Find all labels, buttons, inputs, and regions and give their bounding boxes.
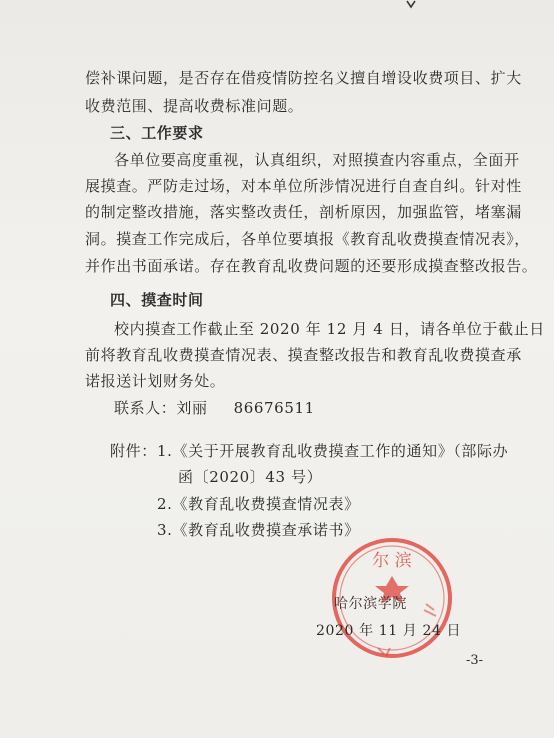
body-line: 展摸查。严防走过场，对本单位所涉情况进行自查自纠。针对性 [85,177,522,195]
body-line: 的制定整改措施，落实整改责任，剖析原因，加强监管，堵塞漏 [85,203,522,221]
contact-label: 联系人：刘丽 [114,399,208,417]
seal-text: 尔 滨 [372,551,412,571]
attachment-item-1: 1.《关于开展教育乱收费摸查工作的通知》（部际办 [157,442,509,460]
body-line: 诺报送计划财务处。 [85,372,226,390]
page-number: -3- [466,653,484,668]
body-line: 校内摸查工作截止至 2020 年 12 月 4 日，请各单位于截止日 [114,320,545,338]
contact-line [114,398,315,418]
attachments-label: 附件： [110,442,157,460]
signing-date: 2020 年 11 月 24 日 [316,623,462,639]
section-heading-requirements: 三、工作要求 [110,124,204,142]
body-line: 收费范围、提高收费标准问题。 [85,97,304,115]
body-line: 偿补课问题，是否存在借疫情防控名义擅自增设收费项目、扩大 [85,69,522,87]
signing-organization: 哈尔滨学院 [334,596,407,612]
staple-mark [404,0,418,10]
contact-phone: 86676511 [233,399,315,417]
body-line: 各单位要高度重视，认真组织，对照摸查内容重点，全面开 [114,151,520,169]
section-heading-time: 四、摸查时间 [110,291,204,309]
body-line: 前将教育乱收费摸查情况表、摸查整改报告和教育乱收费摸查承 [85,346,522,364]
body-line: 并作出书面承诺。存在教育乱收费问题的还要形成摸查整改报告。 [85,257,538,275]
attachment-item-3: 3.《教育乱收费摸查承诺书》 [157,521,360,539]
attachment-item-1-continued: 函〔2020〕43 号） [178,468,323,486]
attachment-item-2: 2.《教育乱收费摸查情况表》 [157,495,360,513]
body-line: 洞。摸查工作完成后，各单位要填报《教育乱收费摸查情况表》， [85,230,530,248]
